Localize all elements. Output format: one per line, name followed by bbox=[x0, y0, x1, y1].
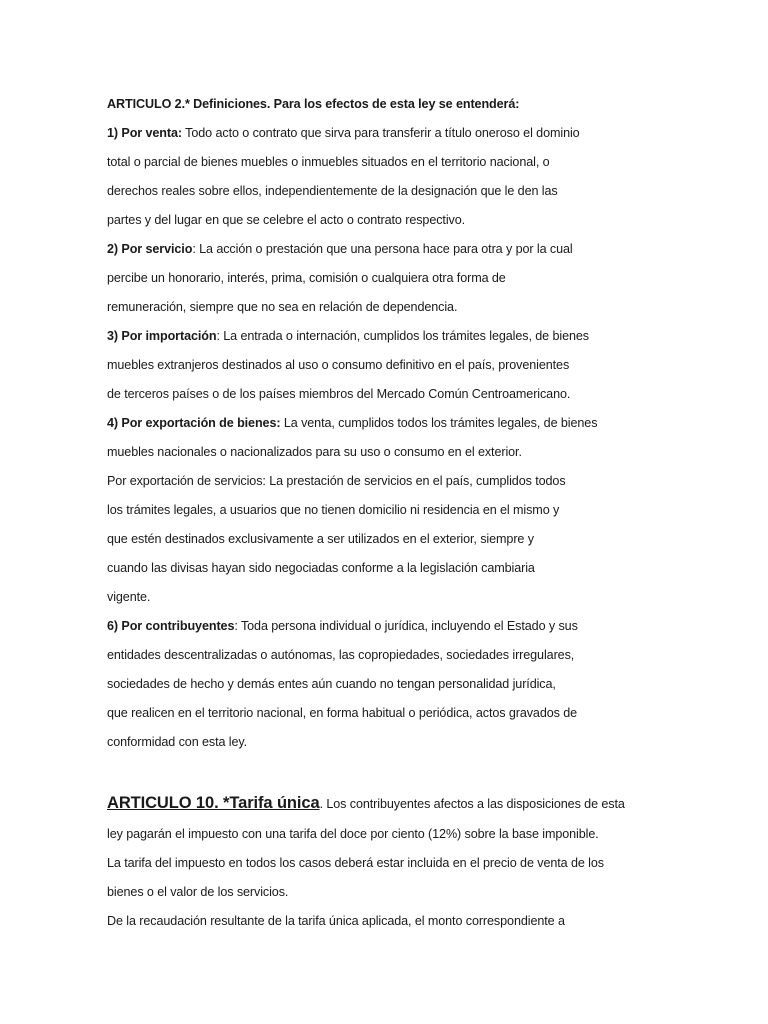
paragraph-line: muebles extranjeros destinados al uso o consumo definitivo en el país, provenientes bbox=[107, 358, 570, 372]
paragraph-line: que estén destinados exclusivamente a ser utilizados en el exterior, siempre y bbox=[107, 532, 534, 546]
definition-contribuyentes bbox=[107, 612, 627, 641]
term-importacion: 3) Por importación bbox=[107, 329, 217, 343]
article-2-heading: ARTICULO 2.* Definiciones. Para los efectos de esta ley se entenderá: bbox=[107, 97, 520, 111]
paragraph-line: que realicen en el territorio nacional, en forma habitual o periódica, actos gravados de bbox=[107, 706, 578, 720]
paragraph-line: La tarifa del impuesto en todos los casos deberá estar incluida en el precio de venta de los bbox=[107, 856, 604, 870]
paragraph-line: total o parcial de bienes muebles o inmuebles situados en el territorio nacional, o bbox=[107, 155, 550, 169]
paragraph-line: cuando las divisas hayan sido negociadas conforme a la legislación cambiaria bbox=[107, 561, 535, 575]
definition-exportacion-bienes bbox=[107, 409, 627, 438]
paragraph-text: La venta, cumplidos todos los trámites legales, de bienes bbox=[280, 416, 598, 430]
paragraph-line: De la recaudación resultante de la tarifa única aplicada, el monto correspondiente a bbox=[107, 914, 565, 928]
term-venta: 1) Por venta: bbox=[107, 126, 182, 140]
paragraph-line: muebles nacionales o nacionalizados para su uso o consumo en el exterior. bbox=[107, 445, 522, 459]
paragraph-line: partes y del lugar en que se celebre el acto o contrato respectivo. bbox=[107, 213, 466, 227]
paragraph-line: derechos reales sobre ellos, independientemente de la designación que le den las bbox=[107, 184, 558, 198]
paragraph-text: : La acción o prestación que una persona hace para otra y por la cual bbox=[192, 242, 573, 256]
article-10-heading: ARTICULO 10. *Tarifa única bbox=[107, 794, 320, 812]
article-10-first-line bbox=[107, 787, 627, 820]
paragraph-line: los trámites legales, a usuarios que no tienen domicilio ni residencia en el mismo y bbox=[107, 503, 560, 517]
paragraph-line: sociedades de hecho y demás entes aún cuando no tengan personalidad jurídica, bbox=[107, 677, 556, 691]
paragraph-line: percibe un honorario, interés, prima, comisión o cualquiera otra forma de bbox=[107, 271, 506, 285]
term-servicio: 2) Por servicio bbox=[107, 242, 193, 256]
paragraph-line: bienes o el valor de los servicios. bbox=[107, 885, 289, 899]
section-spacer bbox=[107, 757, 627, 787]
term-contribuyentes: 6) Por contribuyentes bbox=[107, 619, 235, 633]
definition-servicio bbox=[107, 235, 627, 264]
paragraph-text: Todo acto o contrato que sirva para transferir a título oneroso el dominio bbox=[181, 126, 580, 140]
definition-exportacion-servicios: Por exportación de servicios: La prestación de servicios en el país, cumplidos todos bbox=[107, 474, 566, 488]
paragraph-line: entidades descentralizadas o autónomas, las copropiedades, sociedades irregulares, bbox=[107, 648, 575, 662]
definition-importacion bbox=[107, 322, 627, 351]
paragraph-text: . Los contribuyentes afectos a las disposiciones de esta bbox=[319, 797, 625, 811]
paragraph-line: conformidad con esta ley. bbox=[107, 735, 248, 749]
term-exportacion-bienes: 4) Por exportación de bienes: bbox=[107, 416, 281, 430]
paragraph-line: de terceros países o de los países miembros del Mercado Común Centroamericano. bbox=[107, 387, 571, 401]
paragraph-text: : Toda persona individual o jurídica, incluyendo el Estado y sus bbox=[234, 619, 578, 633]
document-page bbox=[107, 90, 627, 936]
definition-venta bbox=[107, 119, 627, 148]
paragraph-line: ley pagarán el impuesto con una tarifa del doce por ciento (12%) sobre la base imponible. bbox=[107, 827, 599, 841]
paragraph-line: remuneración, siempre que no sea en relación de dependencia. bbox=[107, 300, 458, 314]
paragraph-text: : La entrada o internación, cumplidos los trámites legales, de bienes bbox=[216, 329, 589, 343]
paragraph-line: vigente. bbox=[107, 590, 151, 604]
